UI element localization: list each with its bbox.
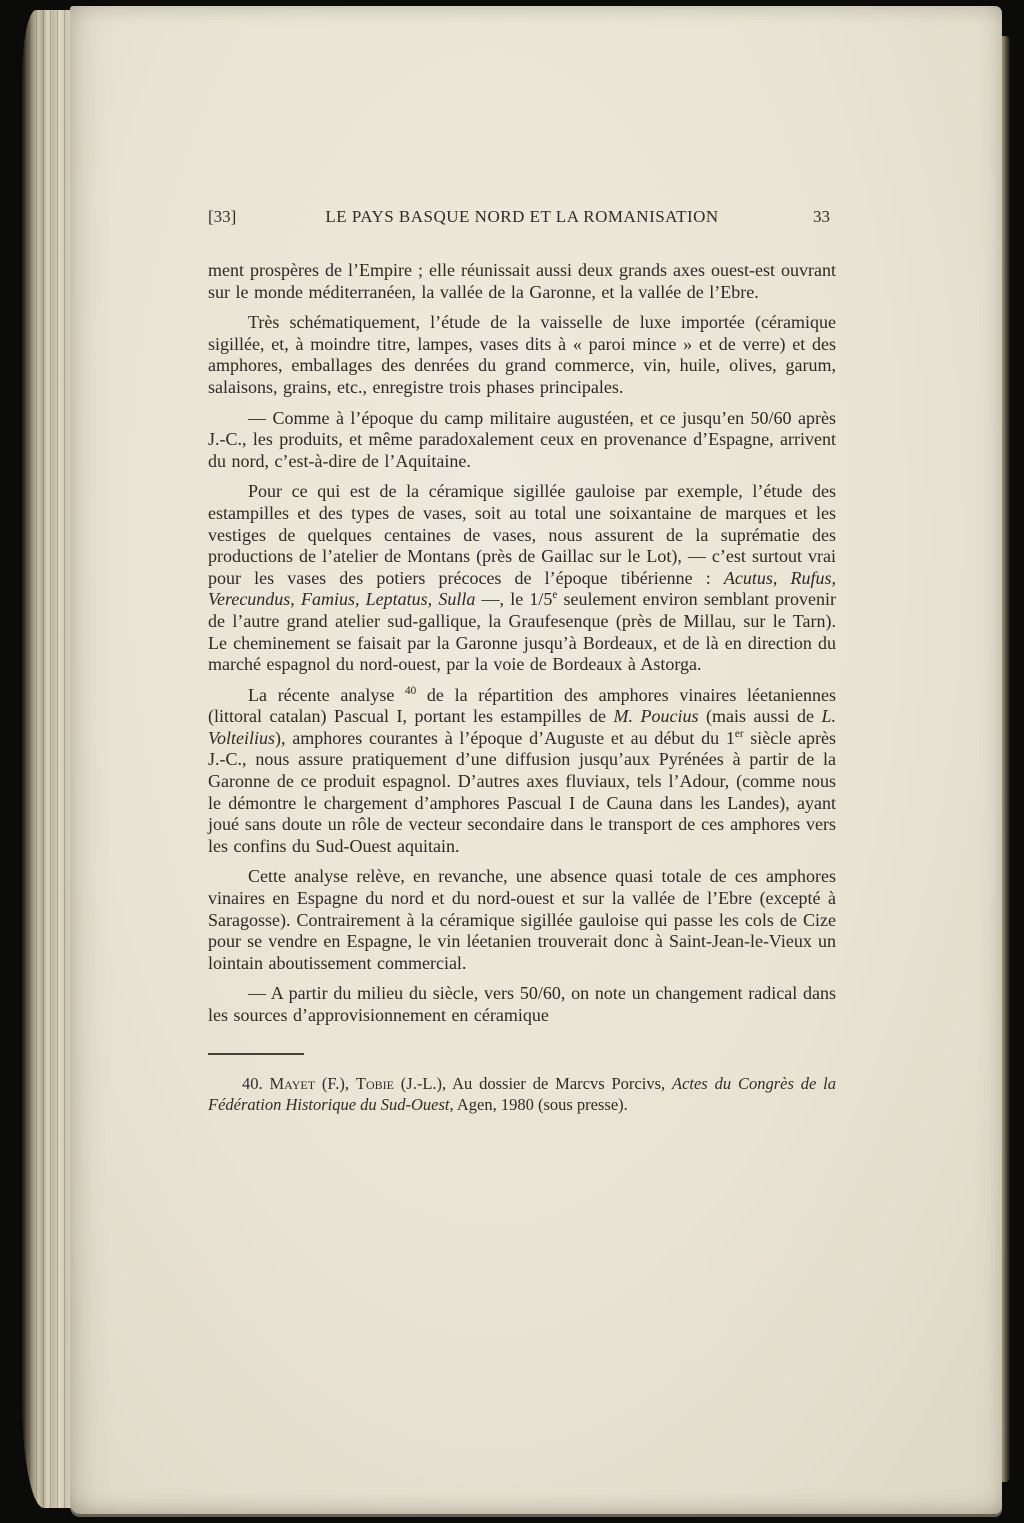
text-segment: seulement environ semblant provenir de l’autre grand atelier sud-gallique, la Graufesenque (près de Millau, sur le Tarn). Le cheminement se faisait par la Garonne jusqu’à Bordeaux, et de là en direction du marché espagnol du nord-ouest, par la voie de Bordeaux à Astorga.	[208, 589, 836, 675]
text-segment: M. Poucius	[613, 706, 699, 727]
text-segment: 40.	[242, 1073, 270, 1093]
text-segment: Agen, 1980 (sous presse).	[453, 1094, 628, 1114]
body-paragraphs	[208, 260, 836, 1027]
text-segment: 40	[405, 684, 417, 697]
text-segment: —, le 1/5	[475, 589, 553, 610]
book-page-edges-left	[22, 10, 76, 1508]
text-segment: (J.-L.), Au dossier de Marcvs Porcivs,	[393, 1073, 672, 1093]
paragraph	[208, 685, 836, 858]
header-bracket-number: [33]	[208, 207, 237, 226]
text-segment: Pour ce qui est de la céramique sigillée gauloise par exemple, l’étude des estampilles et des types de vases, soit au total une soixantaine de marques et les vestiges de quelques centaines de vases, nous assurent de la suprématie des productions de l’atelier de Montans (près de Gaillac sur le Lot), — c’est surtout vrai pour les vases des potiers précoces de l’époque tibérienne :	[208, 481, 836, 588]
paragraph	[208, 408, 836, 473]
page-number: 33	[813, 207, 830, 226]
footnote-rule	[208, 1053, 304, 1055]
text-segment: ), amphores courantes à l’époque d’Auguste et au début du 1	[275, 727, 735, 748]
text-segment: Cette analyse relève, en revanche, une absence quasi totale de ces amphores vinaires en Espagne du nord et du nord-ouest et sur la vallée de l’Ebre (excepté à Saragosse). Contrairement à la céramique sigillée gauloise qui passe les cols de Cize pour se vendre en Espagne, le vin léetanien trouverait donc à Saint-Jean-le-Vieux un lointain aboutissement commercial.	[208, 866, 836, 973]
paragraph	[208, 866, 836, 974]
paragraph	[208, 983, 836, 1026]
text-segment: de la répartition des amphores vinaires léetaniennes (littoral catalan) Pascual I, portant les estampilles de	[208, 684, 836, 727]
text-segment: (mais aussi de	[698, 706, 822, 727]
text-segment: er	[734, 727, 744, 740]
text-segment: — A partir du milieu du siècle, vers 50/60, on note un changement radical dans les sources d’approvisionnement en céramique	[208, 983, 836, 1025]
text-segment: Mayet	[269, 1073, 316, 1093]
paragraph	[208, 260, 836, 303]
text-segment: L. Volteilius	[208, 706, 836, 748]
text-segment: (F.),	[315, 1073, 356, 1093]
footnote-text	[208, 1073, 836, 1115]
text-segment: Acutus, Rufus, Verecundus, Famius, Leptatus, Sulla	[208, 567, 836, 610]
text-segment: La récente analyse	[248, 684, 406, 705]
paragraph	[208, 481, 836, 675]
text-segment: Très schématiquement, l’étude de la vaisselle de luxe importée (céramique sigillée, et, à moindre titre, lampes, vases dits à « paroi mince » et de verre) et des amphores, emballages des denrées du grand commerce, vin, huile, olives, garum, salaisons, grains, etc., enregistre trois phases principales.	[208, 312, 836, 397]
book-page	[70, 6, 1002, 1514]
page-content	[208, 206, 836, 1115]
paragraph	[208, 312, 836, 398]
page-header	[208, 206, 836, 228]
running-title: LE PAYS BASQUE NORD ET LA ROMANISATION	[325, 207, 719, 226]
text-segment: Tobie	[355, 1073, 394, 1093]
text-segment: Actes du Congrès de la Fédération Historique du Sud-Ouest,	[208, 1073, 836, 1114]
text-segment: siècle après J.-C., nous assure pratiquement d’une diffusion jusqu’aux Pyrénées à partir de la Garonne de ce produit espagnol. D’autres axes fluviaux, tels l’Adour, (comme nous le démontre le chargement d’amphores Pascual I de Cauna dans les Landes), ayant joué sans doute un rôle de vecteur secondaire dans le transport de ces amphores vers les confins du Sud-Ouest aquitain.	[208, 727, 836, 856]
text-segment: e	[552, 589, 558, 602]
text-segment: — Comme à l’époque du camp militaire augustéen, et ce jusqu’en 50/60 après J.-C., les produits, et même paradoxalement ceux en provenance d’Espagne, arrivent du nord, c’est-à-dire de l’Aquitaine.	[208, 407, 836, 471]
text-segment: ment prospères de l’Empire ; elle réunissait aussi deux grands axes ouest-est ouvrant sur le monde méditerranéen, la vallée de la Garonne, et la vallée de l’Ebre.	[208, 260, 836, 302]
